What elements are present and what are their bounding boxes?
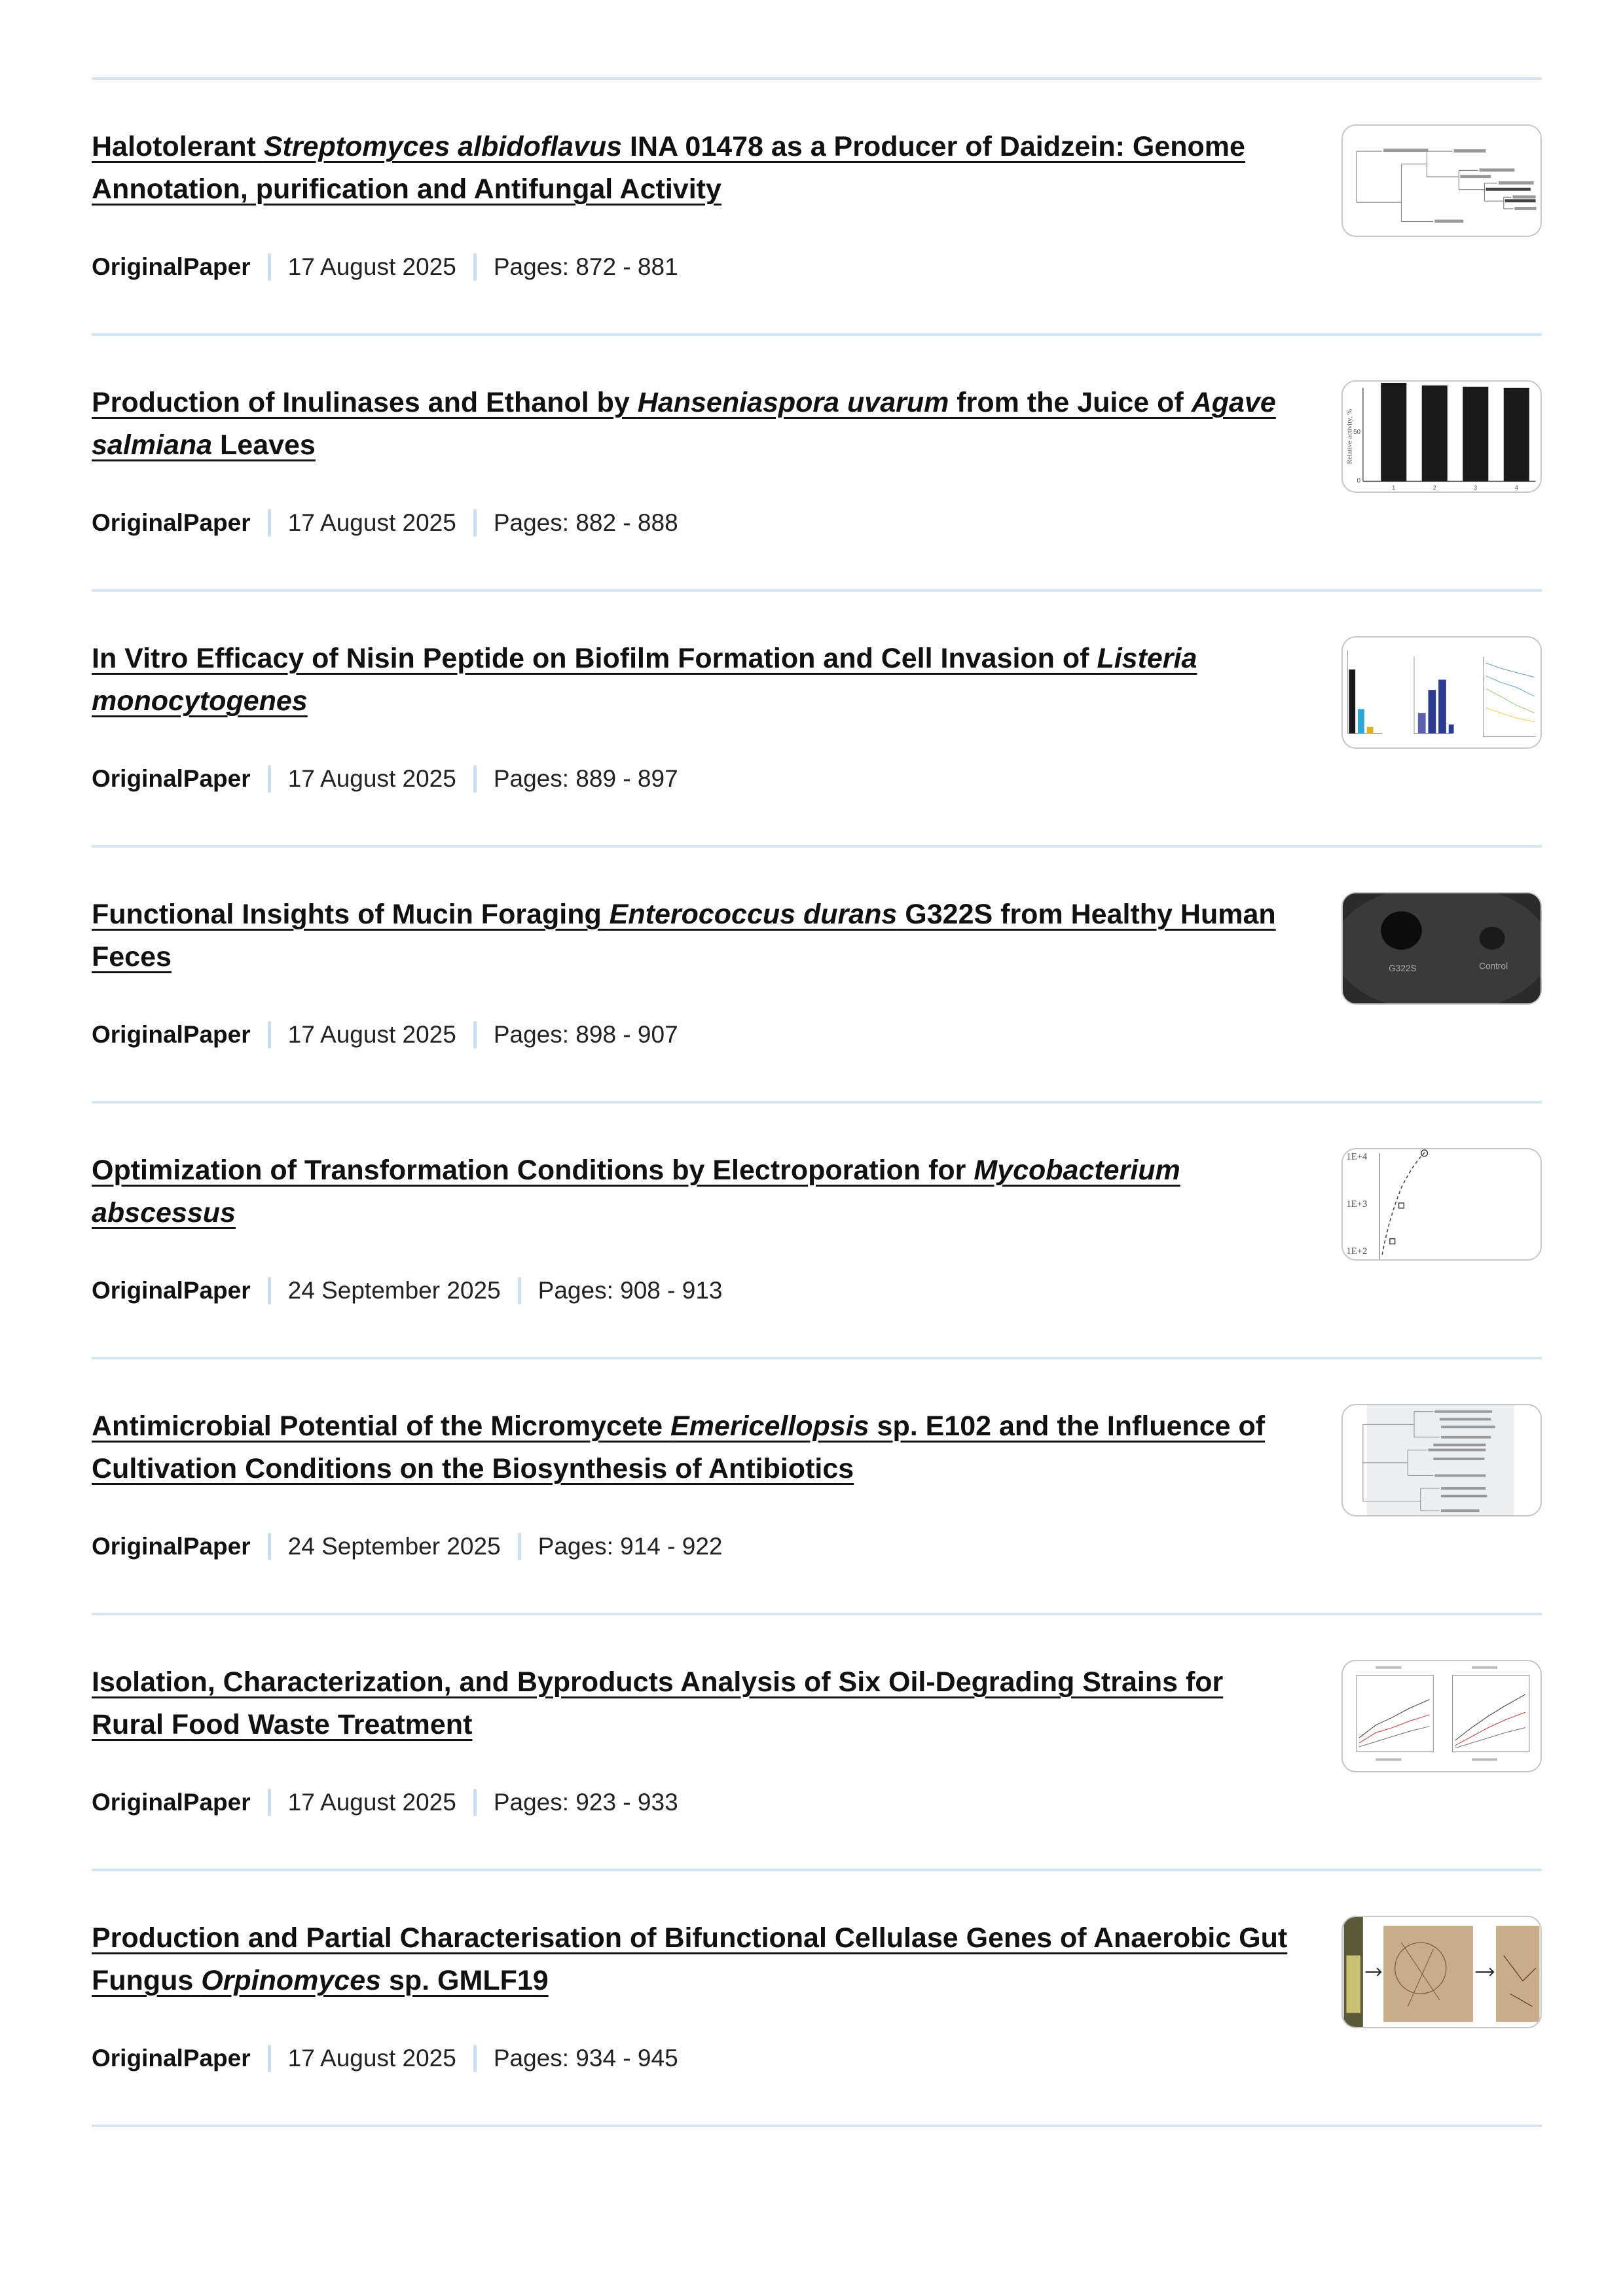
article-date: 24 September 2025 — [287, 1277, 501, 1304]
micrograph-panels-figure — [1343, 1917, 1541, 2027]
thumb-label: 1E+3 — [1346, 1198, 1368, 1210]
thumb-bar — [1422, 386, 1448, 482]
thumb-xtick: 3 — [1474, 484, 1478, 492]
article-thumbnail[interactable] — [1341, 1660, 1542, 1772]
article-date: 24 September 2025 — [287, 1533, 501, 1560]
meta-separator — [268, 1533, 271, 1560]
article-meta — [92, 1532, 722, 1561]
article-type: OriginalPaper — [92, 509, 251, 536]
meta-separator — [518, 1277, 521, 1304]
article-item — [92, 1359, 1542, 1613]
article-type: OriginalPaper — [92, 2045, 251, 2072]
article-thumbnail[interactable] — [1341, 636, 1542, 749]
article-title-link[interactable]: Antimicrobial Potential of the Micromycete Emericellopsis sp. E102 and the Influence of Cultivation Conditions on the Biosynthesis of Antibiotics — [92, 1410, 1266, 1484]
phylogenetic-tree-2-figure — [1343, 1405, 1541, 1515]
meta-separator — [268, 2045, 271, 2072]
thumb-xtick: 1 — [1392, 484, 1396, 492]
article-type: OriginalPaper — [92, 253, 251, 280]
article-pages: Pages: 914 - 922 — [538, 1533, 723, 1560]
article-item — [92, 336, 1542, 589]
article-item — [92, 80, 1542, 333]
article-date: 17 August 2025 — [287, 1021, 456, 1048]
article-title — [92, 1661, 1290, 1746]
article-title-link[interactable]: Production and Partial Characterisation of Bifunctional Cellulase Genes of Anaerobic Gut Fungus Orpinomyces sp. GMLF19 — [92, 1922, 1288, 1996]
article-pages: Pages: 898 - 907 — [493, 1021, 678, 1048]
article-thumbnail[interactable] — [1341, 380, 1542, 493]
article-pages: Pages: 934 - 945 — [493, 2045, 678, 2072]
article-meta — [92, 1020, 678, 1049]
article-item — [92, 848, 1542, 1101]
thumb-label: G322S — [1389, 963, 1417, 974]
multi-panel-chart-figure — [1343, 637, 1541, 747]
article-title — [92, 382, 1290, 467]
article-title — [92, 1149, 1290, 1234]
article-item — [92, 1615, 1542, 1869]
meta-separator — [268, 1277, 271, 1304]
thumb-label: 1E+2 — [1346, 1246, 1368, 1257]
article-title — [92, 1917, 1290, 2002]
article-thumbnail[interactable] — [1341, 892, 1542, 1005]
thumb-ytick: 50 — [1353, 429, 1360, 437]
article-type: OriginalPaper — [92, 1277, 251, 1304]
article-meta — [92, 1276, 722, 1305]
curve-plot-figure — [1343, 1149, 1541, 1259]
line-charts-figure — [1343, 1661, 1541, 1771]
article-pages: Pages: 923 - 933 — [493, 1789, 678, 1816]
agar-plate-figure — [1343, 893, 1541, 1003]
article-list — [92, 77, 1542, 2127]
meta-separator — [268, 253, 271, 281]
article-thumbnail[interactable] — [1341, 124, 1542, 237]
meta-separator — [473, 765, 477, 793]
meta-separator — [473, 1789, 477, 1816]
article-title — [92, 893, 1290, 978]
article-title-link[interactable]: Production of Inulinases and Ethanol by Hanseniaspora uvarum from the Juice of Agave salmiana Leaves — [92, 387, 1276, 461]
meta-separator — [268, 509, 271, 537]
bar-chart-figure — [1343, 382, 1541, 492]
article-date: 17 August 2025 — [287, 765, 456, 792]
meta-separator — [268, 1789, 271, 1816]
article-title-link[interactable]: Functional Insights of Mucin Foraging Enterococcus durans G322S from Healthy Human Feces — [92, 899, 1276, 973]
meta-separator — [473, 509, 477, 537]
article-title-link[interactable]: Isolation, Characterization, and Byproducts Analysis of Six Oil-Degrading Strains for Rural Food Waste Treatment — [92, 1666, 1224, 1740]
article-thumbnail[interactable] — [1341, 1916, 1542, 2028]
article-date: 17 August 2025 — [287, 2045, 456, 2072]
article-date: 17 August 2025 — [287, 1789, 456, 1816]
thumb-xtick: 4 — [1514, 484, 1518, 492]
article-title — [92, 126, 1290, 211]
meta-separator — [473, 253, 477, 281]
article-title — [92, 637, 1290, 723]
thumb-ytick: 0 — [1357, 477, 1360, 485]
article-date: 17 August 2025 — [287, 253, 456, 280]
article-pages: Pages: 889 - 897 — [493, 765, 678, 792]
thumb-bar — [1463, 387, 1488, 482]
article-pages: Pages: 908 - 913 — [538, 1277, 723, 1304]
article-pages: Pages: 882 - 888 — [493, 509, 678, 536]
article-meta — [92, 764, 678, 793]
article-item — [92, 592, 1542, 845]
article-type: OriginalPaper — [92, 1533, 251, 1560]
article-title-link[interactable]: Halotolerant Streptomyces albidoflavus INA 01478 as a Producer of Daidzein: Genome Annotation, purification and Antifungal Activity — [92, 131, 1245, 205]
article-meta — [92, 1788, 678, 1817]
article-item — [92, 1103, 1542, 1357]
thumb-label: 1E+4 — [1346, 1151, 1368, 1162]
meta-separator — [268, 1021, 271, 1049]
article-date: 17 August 2025 — [287, 509, 456, 536]
article-thumbnail[interactable] — [1341, 1148, 1542, 1261]
phylogenetic-tree-figure — [1343, 126, 1541, 236]
meta-separator — [473, 2045, 477, 2072]
thumb-ylabel: Relative activity, % — [1345, 408, 1354, 465]
article-title — [92, 1405, 1290, 1490]
article-thumbnail[interactable] — [1341, 1404, 1542, 1516]
thumb-bar — [1504, 388, 1529, 482]
article-type: OriginalPaper — [92, 1021, 251, 1048]
article-title-link[interactable]: Optimization of Transformation Conditions by Electroporation for Mycobacterium abscessus — [92, 1155, 1180, 1229]
divider — [92, 2125, 1542, 2127]
article-meta — [92, 509, 678, 537]
meta-separator — [473, 1021, 477, 1049]
article-type: OriginalPaper — [92, 765, 251, 792]
article-pages: Pages: 872 - 881 — [493, 253, 678, 280]
thumb-bar — [1381, 383, 1406, 481]
thumb-label: Control — [1479, 961, 1508, 971]
article-meta — [92, 2044, 678, 2073]
article-item — [92, 1871, 1542, 2125]
article-meta — [92, 253, 678, 281]
meta-separator — [518, 1533, 521, 1560]
meta-separator — [268, 765, 271, 793]
article-title-link[interactable]: In Vitro Efficacy of Nisin Peptide on Biofilm Formation and Cell Invasion of Listeria monocytogenes — [92, 643, 1197, 717]
article-type: OriginalPaper — [92, 1789, 251, 1816]
thumb-xtick: 2 — [1432, 484, 1436, 492]
